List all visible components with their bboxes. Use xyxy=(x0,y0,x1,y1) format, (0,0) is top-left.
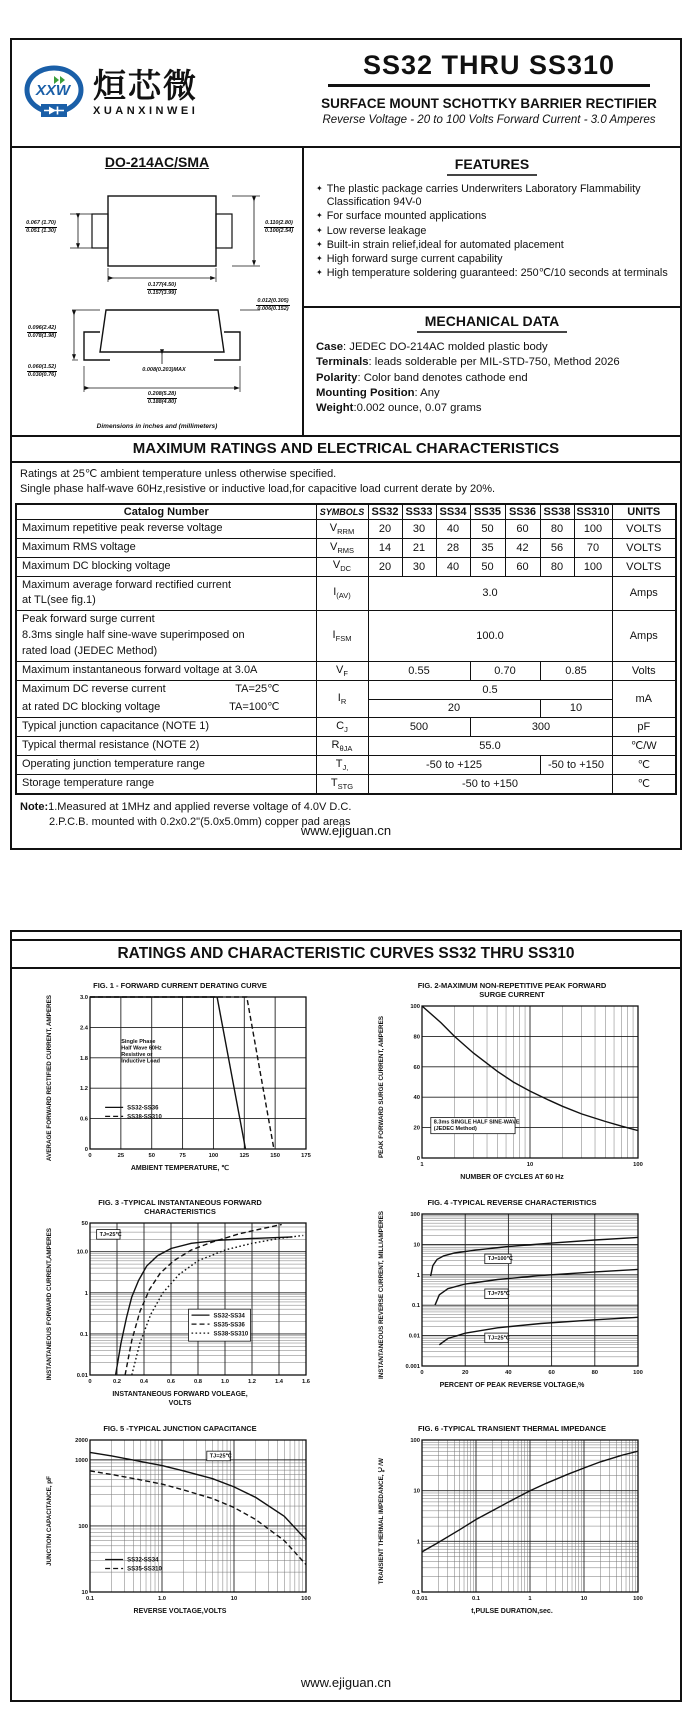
units-header: UNITS xyxy=(612,504,676,520)
symbol-cell: $V_{RRM}$ xyxy=(316,519,368,538)
fig3-series xyxy=(115,1237,292,1375)
value-cell: -50 to +150 xyxy=(368,774,612,793)
fig5-x-axis-label: REVERSE VOLTAGE,VOLTS xyxy=(133,1608,227,1616)
value-cell: 50 xyxy=(470,519,505,538)
table-row xyxy=(16,755,676,774)
datasheet-page-2 xyxy=(10,930,682,1702)
svg-text:75: 75 xyxy=(178,1153,186,1159)
svg-text:125: 125 xyxy=(238,1153,249,1159)
fig3-figure xyxy=(14,1198,346,1408)
svg-text:0.6: 0.6 xyxy=(79,1116,88,1123)
svg-text:TJ=25℃: TJ=25℃ xyxy=(209,1453,232,1460)
mech-polarity: Polarity: Color band denotes cathode end xyxy=(316,371,528,384)
features-heading: FEATURES xyxy=(447,156,537,176)
logo-text xyxy=(93,69,198,117)
table-row xyxy=(16,519,676,538)
svg-text:10: 10 xyxy=(81,1590,88,1597)
features-mechanical-column xyxy=(304,148,680,435)
value-cell: 14 xyxy=(368,538,402,557)
svg-text:10: 10 xyxy=(230,1596,237,1603)
table-row xyxy=(16,538,676,557)
part-column-header: SS33 xyxy=(402,504,436,520)
fig1-series xyxy=(90,997,246,1149)
mech-case: Case: JEDEC DO-214AC molded plastic body xyxy=(316,341,548,353)
parameter-cell: Typical junction capacitance (NOTE 1) xyxy=(16,718,316,737)
features-section xyxy=(304,148,680,308)
part-column-header: SS32 xyxy=(368,504,402,520)
feature-item: ✦ Built-in strain relief,ideal for automated placement xyxy=(316,238,564,251)
fig4-series xyxy=(439,1318,638,1346)
company-name-latin: XUANXINWEI xyxy=(93,105,199,117)
fig6-title: FIG. 6 -TYPICAL TRANSIENT THERMAL IMPEDANCE xyxy=(417,1424,607,1434)
unit-cell: ℃ xyxy=(612,755,676,774)
company-logo xyxy=(12,40,312,146)
feature-item: ✦ For surface mounted applications xyxy=(316,210,487,223)
symbol-cell: $V_{RMS}$ xyxy=(316,538,368,557)
bullet-icon: ✦ xyxy=(316,225,323,235)
svg-text:3.0: 3.0 xyxy=(79,995,88,1001)
bullet-icon: ✦ xyxy=(316,253,323,263)
svg-text:25: 25 xyxy=(117,1153,124,1159)
mech-mounting: Mounting Position: Any xyxy=(316,386,440,399)
svg-text:Resistive or: Resistive or xyxy=(120,1052,152,1059)
svg-text:TJ=25℃: TJ=25℃ xyxy=(99,1232,122,1239)
table-row xyxy=(16,718,676,737)
dim-tab-height: 0.067 (1.70) 0.051 (1.30) xyxy=(26,220,56,234)
feature-item: ✦ The plastic package carries Underwriters Laboratory Flammability Classification 94V-0 xyxy=(316,183,641,209)
svg-text:0: 0 xyxy=(419,1370,424,1377)
parameter-cell: Maximum instantaneous forward voltage at 3.0A xyxy=(16,662,316,681)
svg-text:Half Wave 60Hz: Half Wave 60Hz xyxy=(120,1045,162,1052)
table-row xyxy=(16,662,676,681)
symbol-cell: $R_{\theta JA}$ xyxy=(316,736,368,755)
fig2-x-axis-label: NUMBER OF CYCLES AT 60 Hz xyxy=(460,1174,564,1181)
fig2-figure xyxy=(346,981,678,1182)
svg-text:1: 1 xyxy=(419,1162,424,1168)
fig4-body xyxy=(379,1209,646,1381)
svg-text:TJ=75℃: TJ=75℃ xyxy=(487,1291,510,1298)
svg-text:TJ=100℃: TJ=100℃ xyxy=(487,1256,513,1263)
fig2-plot xyxy=(394,1001,646,1173)
dim-overall-width: 0.208(5.28) 0.188(4.80) xyxy=(147,391,177,405)
svg-text:0.2: 0.2 xyxy=(112,1379,121,1386)
part-column-header: SS36 xyxy=(505,504,540,520)
svg-text:10.0: 10.0 xyxy=(76,1250,88,1257)
part-column-header: SS35 xyxy=(470,504,505,520)
symbols-header: SYMBOLS xyxy=(316,504,368,520)
svg-text:80: 80 xyxy=(591,1370,598,1377)
parameter-cell: Maximum average forward rectified current at TL(see fig.1) xyxy=(16,576,316,611)
value-cell: 50 xyxy=(470,557,505,576)
table-row xyxy=(16,557,676,576)
value-cell: 60 xyxy=(505,557,540,576)
value-cell: 500 xyxy=(368,718,470,737)
ratings-conditions xyxy=(12,463,680,503)
mechanical-heading: MECHANICAL DATA xyxy=(417,313,568,333)
device-description: SURFACE MOUNT SCHOTTKY BARRIER RECTIFIER xyxy=(321,96,657,111)
title-block xyxy=(312,40,680,146)
value-cell: 21 xyxy=(402,538,436,557)
fig5-body xyxy=(47,1435,314,1607)
ratings-table xyxy=(15,503,677,795)
svg-text:0.001: 0.001 xyxy=(404,1364,420,1371)
svg-text:0.01: 0.01 xyxy=(408,1333,420,1340)
dim-body-width: 0.177(4.50) 0.157(3.99) xyxy=(147,282,177,296)
parameter-cell: Maximum DC reverse current TA=25℃ xyxy=(16,681,316,699)
part-number-title: SS32 THRU SS310 xyxy=(362,50,616,80)
footnote-2: 2.P.C.B. mounted with 0.2x0.2"(5.0x5.0mm) copper pad areas xyxy=(49,816,351,829)
part-column-header: SS38 xyxy=(540,504,574,520)
svg-text:10: 10 xyxy=(413,1242,420,1249)
fig3-series xyxy=(125,1225,282,1376)
svg-text:0: 0 xyxy=(87,1379,92,1386)
parameter-cell: Maximum DC blocking voltage xyxy=(16,557,316,576)
fig1-title: FIG. 1 - FORWARD CURRENT DERATING CURVE xyxy=(93,981,267,990)
svg-text:60: 60 xyxy=(547,1370,555,1377)
datasheet-page-1 xyxy=(10,38,682,850)
parameter-cell: Storage temperature range xyxy=(16,774,316,793)
svg-text:SS32-SS34: SS32-SS34 xyxy=(213,1313,245,1320)
svg-text:20: 20 xyxy=(413,1125,420,1132)
value-cell: 20 xyxy=(368,699,540,717)
svg-text:1.2: 1.2 xyxy=(247,1379,256,1386)
svg-text:TJ=25℃: TJ=25℃ xyxy=(487,1335,510,1342)
svg-text:1.8: 1.8 xyxy=(79,1055,88,1062)
svg-text:SS38-SS310: SS38-SS310 xyxy=(213,1331,248,1338)
fig3-plot xyxy=(62,1218,314,1390)
catalog-number-header: Catalog Number xyxy=(16,504,316,520)
unit-cell: VOLTS xyxy=(612,557,676,576)
feature-item: ✦ Low reverse leakage xyxy=(316,224,427,237)
fig5-series xyxy=(90,1453,306,1540)
bullet-icon: ✦ xyxy=(316,268,323,278)
ratings-summary: Reverse Voltage - 20 to 100 Volts Forward Current - 3.0 Amperes xyxy=(322,114,656,126)
value-cell: 20 xyxy=(368,519,402,538)
bullet-icon: ✦ xyxy=(316,184,323,193)
bullet-icon: ✦ xyxy=(316,239,323,249)
symbol-cell: $I_{(AV)}$ xyxy=(316,576,368,611)
svg-text:40: 40 xyxy=(413,1095,420,1102)
svg-text:0: 0 xyxy=(87,1153,92,1159)
bullet-icon: ✦ xyxy=(316,211,323,221)
svg-text:10: 10 xyxy=(526,1162,533,1168)
package-caption: Dimensions in inches and (millimeters) xyxy=(96,423,218,430)
feature-item: ✦ High temperature soldering guaranteed: 250℃/10 seconds at terminals xyxy=(316,267,668,280)
svg-text:1.2: 1.2 xyxy=(79,1086,88,1093)
svg-text:0.1: 0.1 xyxy=(411,1590,420,1597)
svg-text:40: 40 xyxy=(504,1370,512,1377)
fig3-title: FIG. 3 -TYPICAL INSTANTANEOUS FORWARD CHARACTERISTICS xyxy=(98,1198,262,1217)
table-row xyxy=(16,774,676,793)
table-row xyxy=(16,736,676,755)
svg-text:2.4: 2.4 xyxy=(79,1025,88,1032)
svg-text:0.01: 0.01 xyxy=(415,1596,428,1603)
unit-cell: VOLTS xyxy=(612,519,676,538)
unit-cell: mA xyxy=(612,681,676,718)
fig6-figure xyxy=(346,1424,678,1616)
fig5-plot xyxy=(62,1435,314,1607)
value-cell: 0.5 xyxy=(368,681,612,699)
unit-cell: ℃/W xyxy=(612,736,676,755)
dim-standoff: 0.008(0.203)MAX xyxy=(142,367,186,373)
svg-text:0.6: 0.6 xyxy=(166,1379,175,1386)
svg-text:100: 100 xyxy=(632,1162,643,1168)
part-column-header: SS310 xyxy=(574,504,612,520)
package-outline-section xyxy=(12,148,304,435)
value-cell: -50 to +125 xyxy=(368,755,540,774)
svg-text:0: 0 xyxy=(416,1156,420,1162)
symbol-cell: $C_J$ xyxy=(316,718,368,737)
unit-cell: Amps xyxy=(612,576,676,611)
svg-text:100: 100 xyxy=(632,1370,643,1377)
svg-text:0.1: 0.1 xyxy=(411,1303,420,1310)
fig1-x-axis-label: AMBIENT TEMPERATURE, ℃ xyxy=(130,1165,230,1172)
value-cell: 100 xyxy=(574,557,612,576)
fig4-x-axis-label: PERCENT OF PEAK REVERSE VOLTAGE,% xyxy=(439,1382,585,1390)
fig4-figure xyxy=(346,1198,678,1408)
unit-cell: pF xyxy=(612,718,676,737)
ratings-condition-2: Single phase half-wave 60Hz,resistive or inductive load,for capacitive load current derate by 20%. xyxy=(20,482,496,495)
svg-text:0.1: 0.1 xyxy=(79,1332,88,1339)
value-cell: 30 xyxy=(402,519,436,538)
value-cell: 80 xyxy=(540,519,574,538)
dim-lead-thickness: 0.012(0.305) 0.006(0.152) xyxy=(257,298,289,312)
fig5-title: FIG. 5 -TYPICAL JUNCTION CAPACITANCE xyxy=(103,1424,257,1434)
fig4-title: FIG. 4 -TYPICAL REVERSE CHARACTERISTICS xyxy=(427,1198,597,1208)
svg-text:SS32-SS34: SS32-SS34 xyxy=(126,1557,158,1564)
website-url: www.ejiguan.cn xyxy=(300,823,392,838)
package-name: DO-214AC/SMA xyxy=(104,154,210,170)
figure-grid xyxy=(12,969,680,1617)
value-cell: 3.0 xyxy=(368,576,612,611)
svg-text:50: 50 xyxy=(81,1221,88,1228)
value-cell: 0.85 xyxy=(540,662,612,681)
value-cell: 0.55 xyxy=(368,662,470,681)
unit-cell: Amps xyxy=(612,611,676,662)
mech-weight: Weight:0.002 ounce, 0.07 grams xyxy=(316,402,482,414)
value-cell: 35 xyxy=(470,538,505,557)
svg-text:0.01: 0.01 xyxy=(76,1373,88,1380)
ratings-condition-1: Ratings at 25℃ ambient temperature unless otherwise specified. xyxy=(20,468,337,480)
svg-text:1.4: 1.4 xyxy=(274,1379,283,1386)
value-cell: 300 xyxy=(470,718,612,737)
fig6-body xyxy=(379,1435,646,1607)
parameter-cell: Typical thermal resistance (NOTE 2) xyxy=(16,736,316,755)
fig5-figure xyxy=(14,1424,346,1616)
parameter-cell: at rated DC blocking voltage TA=100℃ xyxy=(16,699,316,717)
value-cell: 42 xyxy=(505,538,540,557)
svg-text:100: 100 xyxy=(409,1212,420,1219)
svg-text:80: 80 xyxy=(413,1034,420,1041)
fig1-figure xyxy=(14,981,346,1182)
svg-text:100: 100 xyxy=(409,1438,420,1445)
fig6-plot xyxy=(394,1435,646,1607)
fig1-body xyxy=(47,992,314,1164)
svg-text:1.0: 1.0 xyxy=(157,1596,166,1603)
fig2-title: FIG. 2-MAXIMUM NON-REPETITIVE PEAK FORWARD SURGE CURRENT xyxy=(417,981,607,999)
svg-text:1.6: 1.6 xyxy=(301,1379,310,1386)
table-row xyxy=(16,611,676,662)
dim-body-height: 0.110(2.80) 0.100(2.54) xyxy=(264,220,294,234)
svg-text:0.1: 0.1 xyxy=(85,1596,94,1603)
svg-text:1: 1 xyxy=(527,1596,532,1603)
svg-text:8.3ms SINGLE HALF SINE-WAVE: 8.3ms SINGLE HALF SINE-WAVE xyxy=(433,1119,520,1126)
fig5-series xyxy=(90,1471,306,1565)
svg-text:100: 100 xyxy=(300,1596,311,1603)
symbol-cell: $V_{DC}$ xyxy=(316,557,368,576)
fig3-body xyxy=(47,1218,314,1390)
max-ratings-banner: MAXIMUM RATINGS AND ELECTRICAL CHARACTERISTICS xyxy=(12,437,680,463)
fig5-y-axis-label: JUNCTION CAPACITANCE, pF xyxy=(45,1476,53,1567)
fig1-plot xyxy=(62,992,314,1164)
value-cell: 70 xyxy=(574,538,612,557)
part-column-header: SS34 xyxy=(436,504,470,520)
value-cell: 56 xyxy=(540,538,574,557)
mechanical-data-section xyxy=(304,308,680,418)
value-cell: 100 xyxy=(574,519,612,538)
website-url: www.ejiguan.cn xyxy=(300,1675,392,1690)
value-cell: 80 xyxy=(540,557,574,576)
svg-text:2000: 2000 xyxy=(74,1438,88,1445)
parameter-cell: Peak forward surge current 8.3ms single half sine-wave superimposed on rated load (JEDEC Method) xyxy=(16,611,316,662)
value-cell: 10 xyxy=(540,699,612,717)
svg-text:SS32-SS36: SS32-SS36 xyxy=(126,1105,158,1112)
svg-text:(JEDEC Method): (JEDEC Method) xyxy=(433,1126,477,1133)
svg-text:100: 100 xyxy=(409,1004,420,1010)
symbol-cell: $V_F$ xyxy=(316,662,368,681)
svg-text:0.1: 0.1 xyxy=(471,1596,480,1603)
svg-text:0.8: 0.8 xyxy=(193,1379,202,1386)
mech-terminals: Terminals: leads solderable per MIL-STD-750, Method 2026 xyxy=(316,356,620,369)
value-cell: 40 xyxy=(436,519,470,538)
fig1-y-axis-label: AVERAGE FORWARD RECTIFIED CURRENT, AMPERES xyxy=(45,994,53,1162)
svg-text:50: 50 xyxy=(147,1153,155,1159)
fig4-y-axis-label: INSTANTANEOUS REVERSE CURRENT, MILLIAMPERES xyxy=(377,1211,385,1380)
footnote-1: Note:1.Measured at 1MHz and applied reverse voltage of 4.0V D.C. xyxy=(20,800,352,813)
symbol-cell: $T_{STG}$ xyxy=(316,774,368,793)
svg-text:175: 175 xyxy=(300,1153,311,1159)
svg-text:Inductive Load: Inductive Load xyxy=(120,1058,160,1065)
svg-text:1: 1 xyxy=(416,1539,420,1546)
value-cell: 28 xyxy=(436,538,470,557)
unit-cell: ℃ xyxy=(612,774,676,793)
symbol-cell: $T_{J,}$ xyxy=(316,755,368,774)
fig6-y-axis-label: TRANSIENT THERMAL IMPEDANCE, ℃/W xyxy=(377,1458,385,1585)
parameter-cell: Maximum repetitive peak reverse voltage xyxy=(16,519,316,538)
unit-cell: VOLTS xyxy=(612,538,676,557)
symbol-cell: $I_{FSM}$ xyxy=(316,611,368,662)
svg-text:XXW: XXW xyxy=(35,82,71,99)
parameter-cell: Operating junction temperature range xyxy=(16,755,316,774)
svg-text:SS35-SS36: SS35-SS36 xyxy=(213,1322,245,1329)
svg-text:20: 20 xyxy=(461,1370,468,1377)
fig2-y-axis-label: PEAK FORWARD SURGE CURRENT, AMPERES xyxy=(377,1015,385,1159)
value-cell: 30 xyxy=(402,557,436,576)
svg-text:0.4: 0.4 xyxy=(139,1379,148,1386)
company-name-cjk: 烜芯微 xyxy=(93,67,198,104)
value-cell: 0.70 xyxy=(470,662,540,681)
value-cell: 55.0 xyxy=(368,736,612,755)
svg-text:SS38-SS310: SS38-SS310 xyxy=(126,1114,162,1121)
curves-banner: RATINGS AND CHARACTERISTIC CURVES SS32 THRU SS310 xyxy=(12,939,680,969)
dim-lead-length: 0.060(1.52) 0.030(0.76) xyxy=(27,364,57,378)
value-cell: 40 xyxy=(436,557,470,576)
fig4-series xyxy=(430,1238,637,1277)
logo-mark-icon xyxy=(24,64,88,122)
parameter-cell: Maximum RMS voltage xyxy=(16,538,316,557)
table-row xyxy=(16,681,676,699)
value-cell: 60 xyxy=(505,519,540,538)
fig3-y-axis-label: INSTANTANEOUS FORWARD CURRENT,AMPERES xyxy=(45,1228,53,1381)
title-underline xyxy=(328,84,650,87)
svg-text:60: 60 xyxy=(413,1064,420,1071)
value-cell: 100.0 xyxy=(368,611,612,662)
package-and-features xyxy=(12,148,680,437)
fig4-plot xyxy=(394,1209,646,1381)
svg-text:0: 0 xyxy=(84,1147,88,1153)
svg-text:1: 1 xyxy=(416,1273,420,1280)
feature-item: ✦ High forward surge current capability xyxy=(316,252,503,265)
value-cell: 20 xyxy=(368,557,402,576)
unit-cell: Volts xyxy=(612,662,676,681)
fig1-series xyxy=(90,997,274,1149)
fig6-x-axis-label: t,PULSE DURATION,sec. xyxy=(471,1608,553,1616)
header xyxy=(12,40,680,148)
svg-text:SS35-SS310: SS35-SS310 xyxy=(126,1566,162,1573)
svg-text:10: 10 xyxy=(580,1596,587,1603)
svg-text:100: 100 xyxy=(208,1153,218,1159)
table-row xyxy=(16,576,676,611)
svg-text:1.0: 1.0 xyxy=(220,1379,229,1386)
symbol-cell: $I_R$ xyxy=(316,681,368,718)
fig3-x-axis-label: INSTANTANEOUS FORWARD VOLEAGE, VOLTS xyxy=(112,1391,248,1407)
svg-text:10: 10 xyxy=(413,1488,420,1495)
value-cell: -50 to +150 xyxy=(540,755,612,774)
fig2-body xyxy=(379,1001,646,1173)
package-drawing xyxy=(12,170,302,406)
svg-text:100: 100 xyxy=(632,1596,643,1603)
dim-side-height: 0.096(2.42) 0.078(1.98) xyxy=(27,325,57,339)
svg-text:100: 100 xyxy=(77,1524,88,1531)
svg-text:1: 1 xyxy=(84,1291,88,1298)
svg-text:1000: 1000 xyxy=(74,1458,88,1465)
svg-text:Single Phase: Single Phase xyxy=(120,1039,155,1046)
svg-text:150: 150 xyxy=(269,1153,280,1159)
table-header-row xyxy=(16,504,676,520)
